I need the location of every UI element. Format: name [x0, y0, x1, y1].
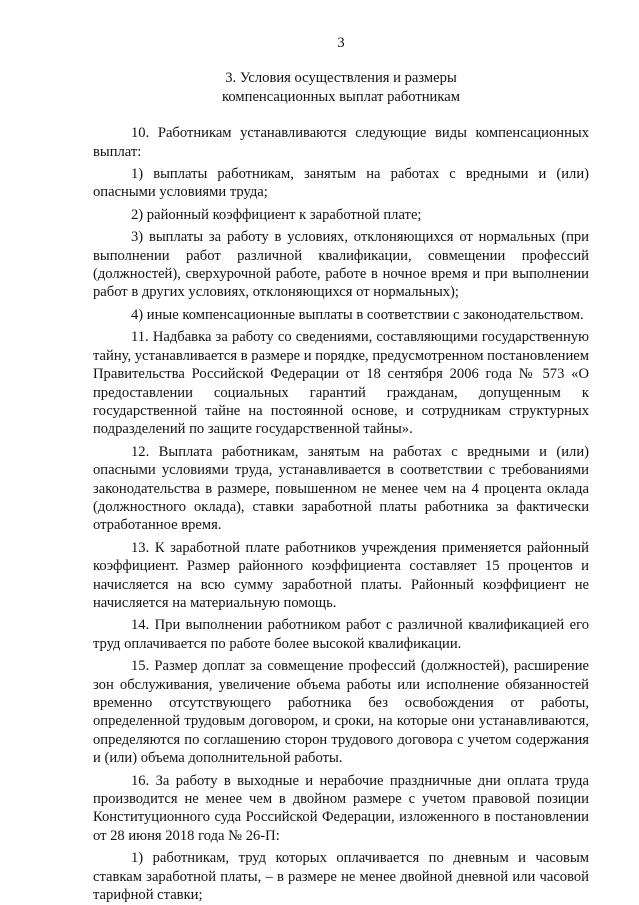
paragraph-15: 15. Размер доплат за совмещение профессий (должностей), расширение зон обслуживания, увеличение объема работы или исполнение обязанностей временно отсутствующего работника без освобождения от работы, определенной трудовым договором, и сроки, на которые они устанавливаются, определяются по соглашению сторон трудового договора с учетом содержания и (или) объема дополнительной работы.	[93, 658, 589, 767]
section-title-line-2: компенсационных выплат работникам	[222, 88, 460, 105]
paragraph-12: 12. Выплата работникам, занятым на работах с вредными и (или) опасными условиями труда, устанавливается в соответствии с требованиями законодательства в размере, повышенном не менее чем на 4 процента оклада (должностного оклада), ставки заработной платы работника за фактически отработанное время.	[93, 443, 589, 534]
paragraph-11: 11. Надбавка за работу со сведениями, составляющими государственную тайну, устанавливается в размере и порядке, предусмотренном постановлением Правительства Российской Федерации от 18 сентября 2006 года № 573 «О предоставлении социальных гарантий гражданам, допущенным к государственной тайне на постоянной основе, и сотрудникам структурных подразделений по защите государственной тайны».	[93, 329, 589, 438]
paragraph-16-item-1: 1) работникам, труд которых оплачивается по дневным и часовым ставкам заработной платы, – в размере не менее двойной дневной или часовой тарифной ставки;	[93, 850, 589, 904]
page-number: 3	[337, 35, 345, 51]
paragraph-10-item-2: 2) районный коэффициент к заработной плате;	[131, 206, 422, 223]
paragraph-16: 16. За работу в выходные и нерабочие праздничные дни оплата труда производится не менее чем в двойном размере с учетом правовой позиции Конституционного суда Российской Федерации, изложенного в постановлении от 28 июня 2018 года № 26-П:	[93, 772, 589, 844]
section-title	[93, 69, 589, 106]
paragraph-13: 13. К заработной плате работников учреждения применяется районный коэффициент. Размер районного коэффициента составляет 15 процентов и начисляется на всю сумму заработной платы. Районный коэффициент не начисляется на материальную помощь.	[93, 539, 589, 611]
paragraph-10-item-3: 3) выплаты за работу в условиях, отклоняющихся от нормальных (при выполнении работ различной квалификации, совмещении профессий (должностей), сверхурочной работе, работе в ночное время и при выполнении работ в других условиях, отклоняющихся от нормальных);	[93, 229, 589, 301]
section-title-line-1: 3. Условия осуществления и размеры	[225, 70, 457, 87]
paragraph-10: 10. Работникам устанавливаются следующие виды компенсационных выплат:	[93, 125, 589, 160]
paragraph-14: 14. При выполнении работником работ с различной квалификацией его труд оплачивается по работе более высокой квалификации.	[93, 617, 589, 652]
paragraph-10-item-4: 4) иные компенсационные выплаты в соответствии с законодательством.	[131, 306, 584, 323]
paragraph-10-item-1: 1) выплаты работникам, занятым на работах с вредными и (или) опасными условиями труда;	[93, 166, 589, 201]
